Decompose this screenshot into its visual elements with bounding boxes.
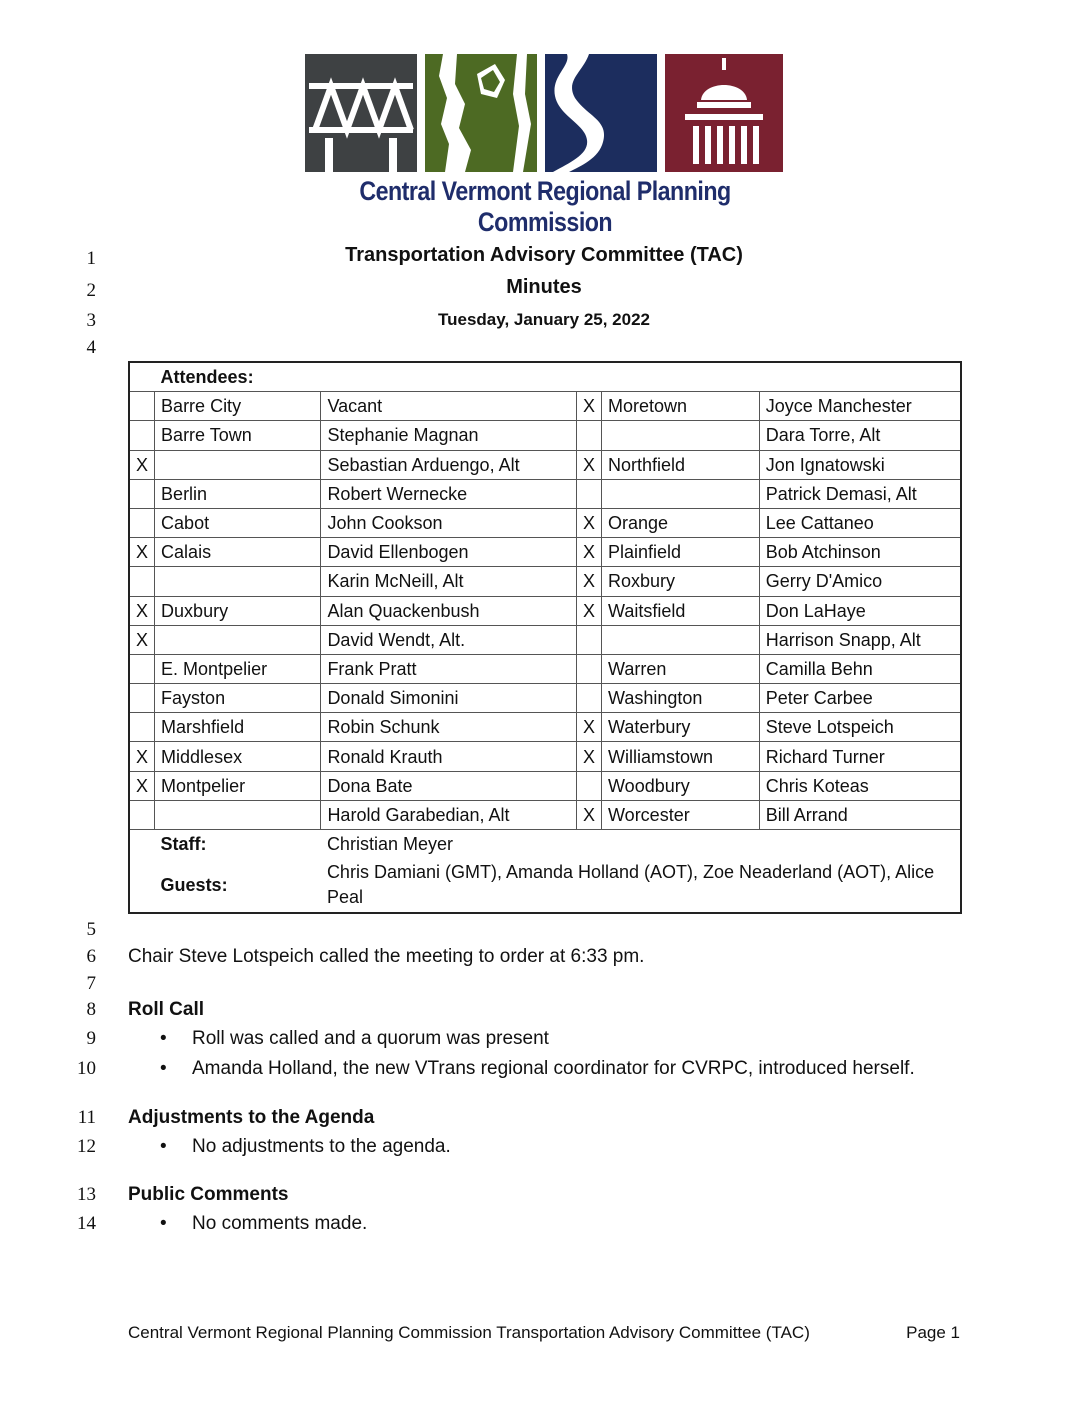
bullet-text: Amanda Holland, the new VTrans regional coordinator for CVRPC, introduced herself.: [192, 1058, 915, 1079]
member-name: Bob Atchinson: [759, 538, 961, 567]
staff-row: [129, 830, 961, 859]
attended-mark: X: [577, 596, 602, 625]
attended-mark: [129, 567, 155, 596]
member-name: David Ellenbogen: [321, 538, 577, 567]
attendance-row: [129, 684, 961, 713]
attendance-header-row: [129, 362, 961, 392]
line-number: 13: [77, 1184, 96, 1205]
guests-row: [129, 858, 961, 913]
attended-mark: [129, 421, 155, 450]
member-name: Richard Turner: [759, 742, 961, 771]
attendance-row: [129, 742, 961, 771]
call-to-order-text: Chair Steve Lotspeich called the meeting to order at 6:33 pm.: [128, 946, 645, 967]
attended-mark: [129, 654, 155, 683]
member-name: Donald Simonini: [321, 684, 577, 713]
guests-spacer: [129, 858, 155, 913]
town-cell: Cabot: [155, 508, 321, 537]
attended-mark: [129, 800, 155, 829]
bullet-item: [160, 1058, 915, 1080]
header-spacer: [129, 362, 155, 392]
member-name: Chris Koteas: [759, 771, 961, 800]
meeting-date: Tuesday, January 25, 2022: [438, 310, 650, 329]
attended-mark: X: [129, 538, 155, 567]
footer-text: Central Vermont Regional Planning Commission Transportation Advisory Committee (TAC): [128, 1323, 810, 1342]
member-name: Alan Quackenbush: [321, 596, 577, 625]
town-cell: Waitsfield: [602, 596, 760, 625]
attended-mark: X: [577, 713, 602, 742]
attended-mark: [129, 684, 155, 713]
town-cell: Duxbury: [155, 596, 321, 625]
line-number: 1: [86, 248, 96, 269]
line-number: 11: [77, 1107, 96, 1128]
member-name: Dona Bate: [321, 771, 577, 800]
town-cell: Marshfield: [155, 713, 321, 742]
attendance-row: [129, 567, 961, 596]
member-name: Joyce Manchester: [759, 392, 961, 421]
member-name: Karin McNeill, Alt: [321, 567, 577, 596]
attended-mark: [577, 479, 602, 508]
member-name: Harold Garabedian, Alt: [321, 800, 577, 829]
line-number: 10: [77, 1058, 96, 1079]
line-number: 12: [77, 1136, 96, 1157]
bullet-glyph: •: [160, 1213, 167, 1234]
town-cell: Waterbury: [602, 713, 760, 742]
attendance-row: [129, 713, 961, 742]
town-cell: Worcester: [602, 800, 760, 829]
member-name: Peter Carbee: [759, 684, 961, 713]
page-number: Page 1: [906, 1323, 960, 1342]
member-name: Lee Cattaneo: [759, 508, 961, 537]
member-name: Gerry D'Amico: [759, 567, 961, 596]
bullet-text: No comments made.: [192, 1213, 368, 1234]
member-name: Patrick Demasi, Alt: [759, 479, 961, 508]
line-number: 2: [86, 280, 96, 301]
attended-mark: [129, 479, 155, 508]
town-cell: [602, 479, 760, 508]
section-heading-public-comments: Public Comments: [128, 1184, 289, 1205]
attended-mark: X: [129, 771, 155, 800]
town-cell: Calais: [155, 538, 321, 567]
attended-mark: [129, 713, 155, 742]
line-number: 14: [77, 1213, 96, 1234]
attended-mark: X: [577, 800, 602, 829]
attended-mark: [577, 421, 602, 450]
attendance-row: [129, 538, 961, 567]
town-cell: Northfield: [602, 450, 760, 479]
section-heading-adjustments: Adjustments to the Agenda: [128, 1107, 375, 1128]
attended-mark: X: [577, 392, 602, 421]
attended-mark: X: [129, 742, 155, 771]
section-heading-roll-call: Roll Call: [128, 999, 205, 1020]
attended-mark: [577, 684, 602, 713]
town-cell: Williamstown: [602, 742, 760, 771]
line-number: 5: [86, 919, 96, 940]
attendance-row: [129, 479, 961, 508]
attended-mark: X: [577, 450, 602, 479]
attended-mark: X: [129, 625, 155, 654]
attendance-row: [129, 392, 961, 421]
town-cell: Roxbury: [602, 567, 760, 596]
attendance-row: [129, 508, 961, 537]
town-cell: [155, 625, 321, 654]
town-cell: [155, 450, 321, 479]
town-cell: Montpelier: [155, 771, 321, 800]
line-number: 8: [86, 999, 96, 1020]
staff-names: Christian Meyer: [326, 834, 453, 855]
member-name: Camilla Behn: [759, 654, 961, 683]
bullet-glyph: •: [160, 1058, 167, 1079]
town-cell: [602, 421, 760, 450]
member-name: Vacant: [321, 392, 577, 421]
attendance-table: [128, 361, 962, 914]
attended-mark: [577, 771, 602, 800]
attendance-row: [129, 654, 961, 683]
town-cell: Washington: [602, 684, 760, 713]
attended-mark: X: [577, 742, 602, 771]
organization-name: Central Vermont Regional Planning Commission: [359, 176, 731, 237]
attended-mark: [129, 392, 155, 421]
attendance-row: [129, 800, 961, 829]
member-name: John Cookson: [321, 508, 577, 537]
member-name: Don LaHaye: [759, 596, 961, 625]
town-cell: Berlin: [155, 479, 321, 508]
attendance-row: [129, 450, 961, 479]
member-name: Sebastian Arduengo, Alt: [321, 450, 577, 479]
member-name: Robert Wernecke: [321, 479, 577, 508]
town-cell: [155, 800, 321, 829]
bullet-glyph: •: [160, 1028, 167, 1049]
member-name: Robin Schunk: [321, 713, 577, 742]
member-name: David Wendt, Alt.: [321, 625, 577, 654]
member-name: Stephanie Magnan: [321, 421, 577, 450]
guests-label: Guests:: [160, 874, 228, 895]
line-number: 9: [86, 1028, 96, 1049]
document-subtitle: Minutes: [506, 276, 582, 298]
attended-mark: [129, 508, 155, 537]
attended-mark: X: [577, 567, 602, 596]
attended-mark: X: [577, 538, 602, 567]
town-cell: Orange: [602, 508, 760, 537]
attended-mark: X: [129, 450, 155, 479]
staff-spacer: [129, 830, 155, 859]
bullet-item: [160, 1028, 549, 1050]
town-cell: Plainfield: [602, 538, 760, 567]
attended-mark: X: [129, 596, 155, 625]
member-name: Bill Arrand: [759, 800, 961, 829]
town-cell: [155, 567, 321, 596]
attendees-label: Attendees:: [155, 362, 961, 392]
line-number: 6: [86, 946, 96, 967]
line-number: 3: [86, 310, 96, 331]
member-name: Frank Pratt: [321, 654, 577, 683]
member-name: Jon Ignatowski: [759, 450, 961, 479]
line-number: 7: [86, 973, 96, 994]
attended-mark: X: [577, 508, 602, 537]
attendance-row: [129, 596, 961, 625]
document-title: Transportation Advisory Committee (TAC): [345, 244, 743, 266]
town-cell: Warren: [602, 654, 760, 683]
town-cell: Barre City: [155, 392, 321, 421]
attended-mark: [577, 625, 602, 654]
attendance-row: [129, 771, 961, 800]
bullet-glyph: •: [160, 1136, 167, 1157]
line-number: 4: [86, 337, 96, 358]
member-name: Steve Lotspeich: [759, 713, 961, 742]
bullet-text: No adjustments to the agenda.: [192, 1136, 451, 1157]
town-cell: Barre Town: [155, 421, 321, 450]
town-cell: Fayston: [155, 684, 321, 713]
cvrpc-logo: [305, 54, 783, 172]
town-cell: E. Montpelier: [155, 654, 321, 683]
attendance-row: [129, 421, 961, 450]
town-cell: [602, 625, 760, 654]
guest-names: Chris Damiani (GMT), Amanda Holland (AOT), Zoe Neaderland (AOT), Alice Peal: [326, 862, 935, 908]
bullet-item: [160, 1213, 367, 1235]
member-name: Harrison Snapp, Alt: [759, 625, 961, 654]
town-cell: Woodbury: [602, 771, 760, 800]
bullet-text: Roll was called and a quorum was present: [192, 1028, 549, 1049]
member-name: Dara Torre, Alt: [759, 421, 961, 450]
member-name: Ronald Krauth: [321, 742, 577, 771]
town-cell: Middlesex: [155, 742, 321, 771]
staff-label: Staff:: [160, 834, 207, 855]
bullet-item: [160, 1136, 451, 1158]
attended-mark: [577, 654, 602, 683]
attendance-row: [129, 625, 961, 654]
town-cell: Moretown: [602, 392, 760, 421]
